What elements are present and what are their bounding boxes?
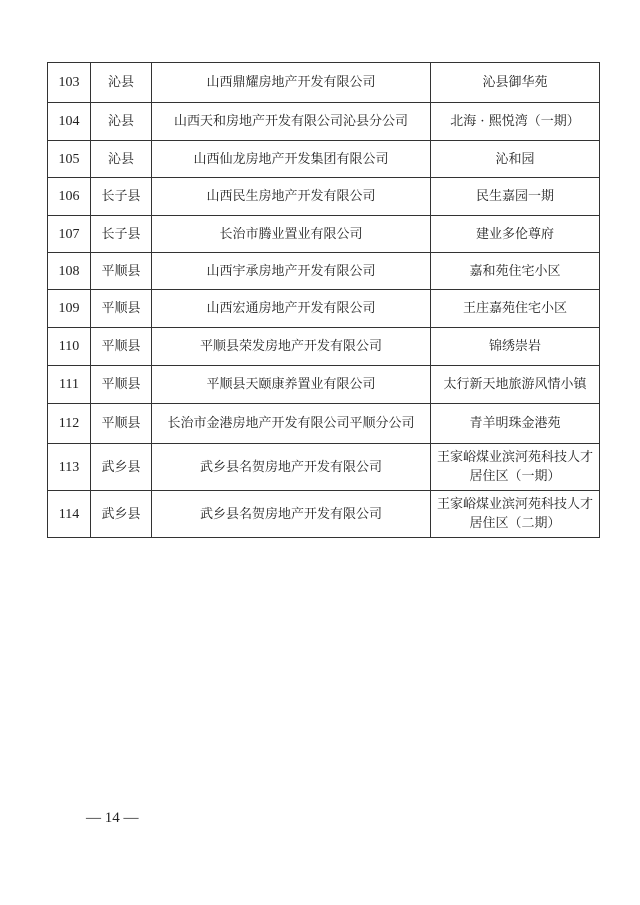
table-row — [48, 253, 600, 290]
county-cell: 平顺县 — [91, 253, 152, 290]
project-cell: 沁县御华苑 — [431, 63, 600, 103]
project-table — [47, 62, 600, 538]
table-row — [48, 290, 600, 328]
row-number: 109 — [48, 290, 91, 328]
county-cell: 长子县 — [91, 178, 152, 216]
company-cell: 平顺县荣发房地产开发有限公司 — [152, 328, 431, 366]
project-cell: 青羊明珠金港苑 — [431, 404, 600, 444]
county-cell: 武乡县 — [91, 491, 152, 538]
company-cell: 山西民生房地产开发有限公司 — [152, 178, 431, 216]
row-number: 103 — [48, 63, 91, 103]
row-number: 111 — [48, 366, 91, 404]
county-cell: 平顺县 — [91, 328, 152, 366]
project-cell: 北海 · 熙悦湾（一期） — [431, 103, 600, 141]
project-cell: 王家峪煤业滨河苑科技人才居住区（一期） — [431, 444, 600, 491]
company-cell: 平顺县天颐康养置业有限公司 — [152, 366, 431, 404]
county-cell: 武乡县 — [91, 444, 152, 491]
company-cell: 山西天和房地产开发有限公司沁县分公司 — [152, 103, 431, 141]
company-cell: 武乡县名贺房地产开发有限公司 — [152, 444, 431, 491]
table-row — [48, 444, 600, 491]
county-cell: 长子县 — [91, 216, 152, 253]
row-number: 106 — [48, 178, 91, 216]
company-cell: 山西鼎耀房地产开发有限公司 — [152, 63, 431, 103]
table-row — [48, 491, 600, 538]
row-number: 114 — [48, 491, 91, 538]
county-cell: 沁县 — [91, 63, 152, 103]
county-cell: 平顺县 — [91, 366, 152, 404]
company-cell: 长治市腾业置业有限公司 — [152, 216, 431, 253]
row-number: 113 — [48, 444, 91, 491]
county-cell: 沁县 — [91, 141, 152, 178]
county-cell: 沁县 — [91, 103, 152, 141]
company-cell: 山西仙龙房地产开发集团有限公司 — [152, 141, 431, 178]
page-number: — 14 — — [86, 810, 139, 826]
row-number: 110 — [48, 328, 91, 366]
project-cell: 沁和园 — [431, 141, 600, 178]
project-cell: 锦绣崇岩 — [431, 328, 600, 366]
table-row — [48, 63, 600, 103]
project-cell: 王家峪煤业滨河苑科技人才居住区（二期） — [431, 491, 600, 538]
project-cell: 建业多伦尊府 — [431, 216, 600, 253]
project-cell: 王庄嘉苑住宅小区 — [431, 290, 600, 328]
company-cell: 武乡县名贺房地产开发有限公司 — [152, 491, 431, 538]
county-cell: 平顺县 — [91, 290, 152, 328]
company-cell: 山西宇承房地产开发有限公司 — [152, 253, 431, 290]
table-row — [48, 141, 600, 178]
project-cell: 民生嘉园一期 — [431, 178, 600, 216]
row-number: 105 — [48, 141, 91, 178]
row-number: 112 — [48, 404, 91, 444]
table-row — [48, 178, 600, 216]
table-row — [48, 404, 600, 444]
table-row — [48, 216, 600, 253]
table-row — [48, 103, 600, 141]
table-row — [48, 366, 600, 404]
row-number: 107 — [48, 216, 91, 253]
table-row — [48, 328, 600, 366]
row-number: 104 — [48, 103, 91, 141]
project-cell: 太行新天地旅游风情小镇 — [431, 366, 600, 404]
company-cell: 山西宏通房地产开发有限公司 — [152, 290, 431, 328]
project-cell: 嘉和苑住宅小区 — [431, 253, 600, 290]
county-cell: 平顺县 — [91, 404, 152, 444]
company-cell: 长治市金港房地产开发有限公司平顺分公司 — [152, 404, 431, 444]
row-number: 108 — [48, 253, 91, 290]
